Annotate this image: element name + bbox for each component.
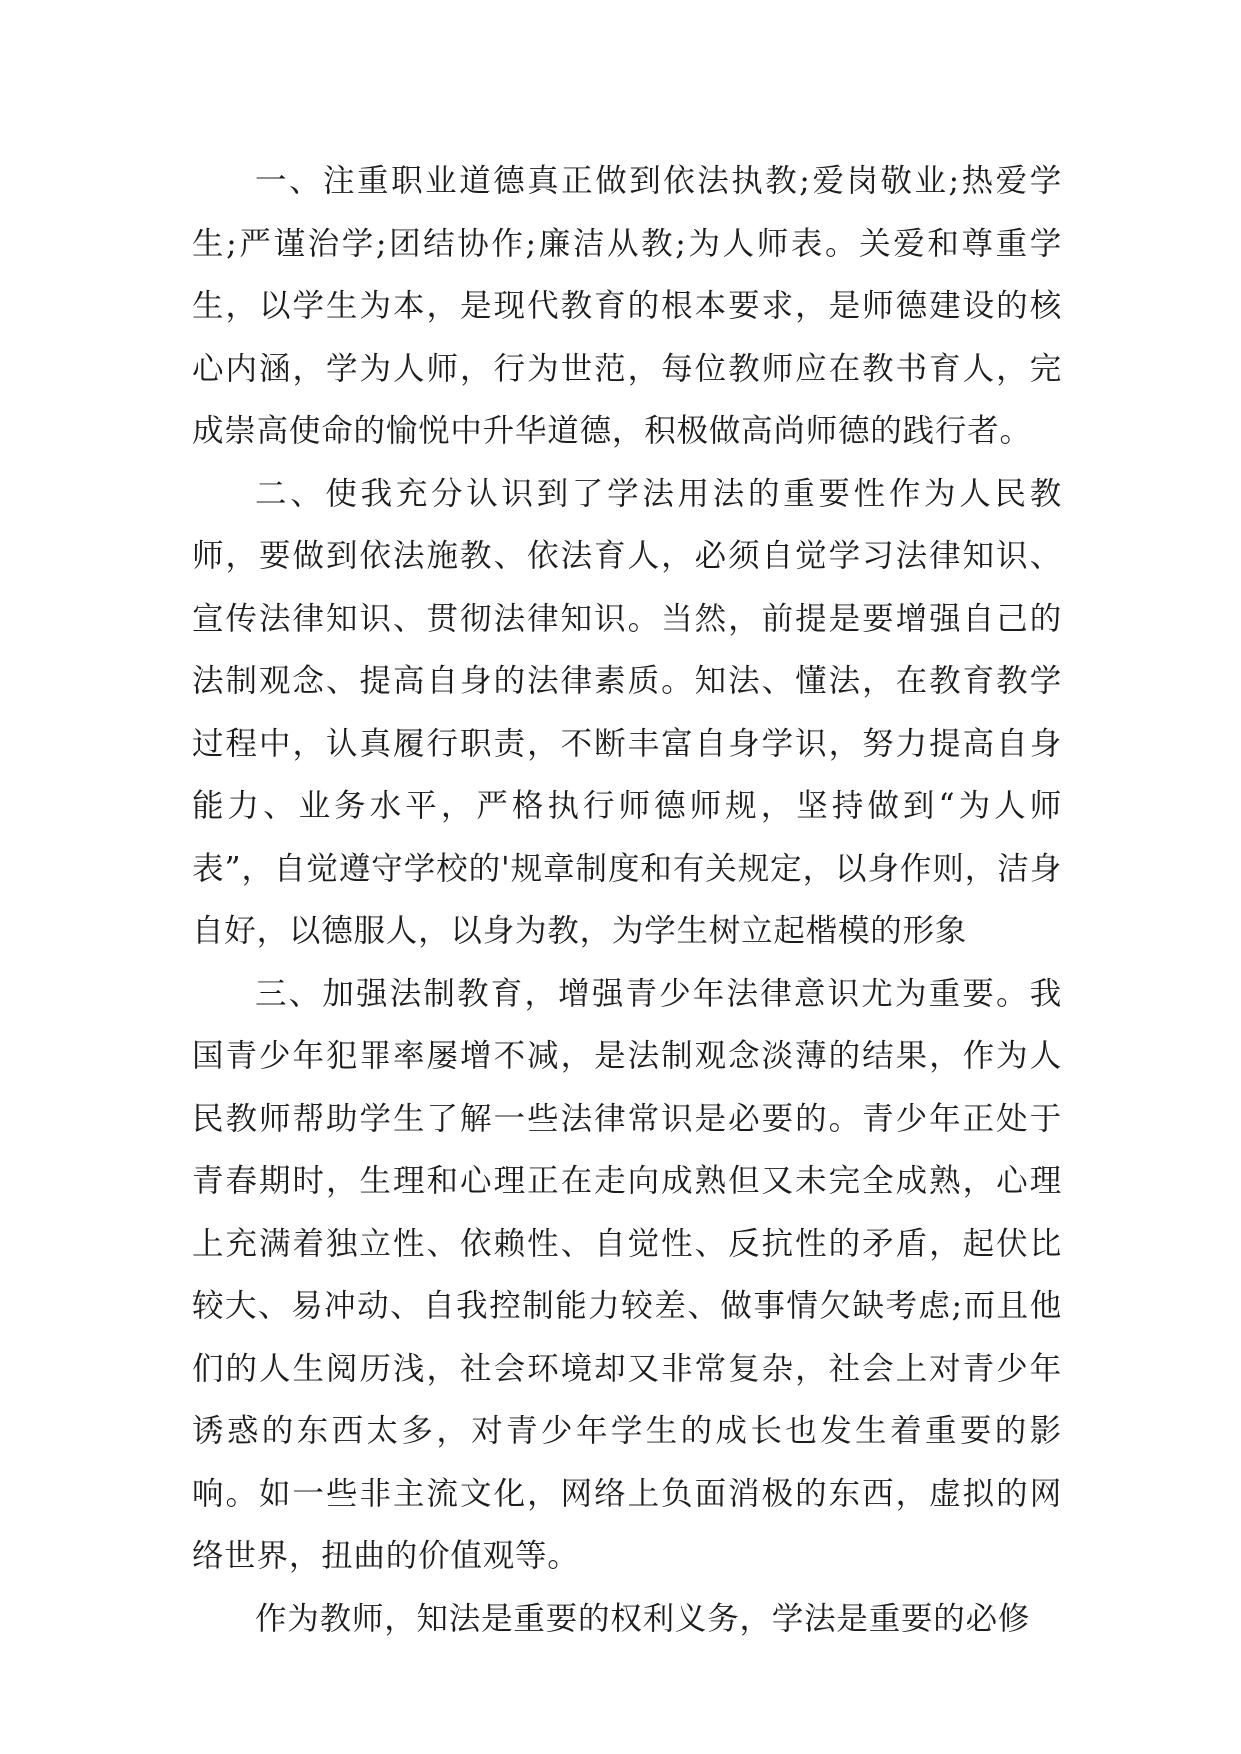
paragraph-2: 二、使我充分认识到了学法用法的重要性作为人民教师，要做到依法施教、依法育人，必须自觉学习法律知识、宣传法律知识、贯彻法律知识。当然，前提是要增强自己的法制观念、提高自身的法律素质。知法、懂法，在教育教学过程中，认真履行职责，不断丰富自身学识，努力提高自身能力、业务水平，严格执行师德师规，坚持做到“为人师表”，自觉遵守学校的'规章制度和有关规定，以身作则，洁身自好，以德服人，以身为教，为学生树立起楷模的形象 — [192, 475, 1062, 949]
document-body — [192, 150, 1062, 1650]
paragraph-4: 作为教师，知法是重要的权利义务，学法是重要的必修 — [255, 1600, 1031, 1637]
paragraph-3: 三、加强法制教育，增强青少年法律意识尤为重要。我国青少年犯罪率屡增不减，是法制观念淡薄的结果，作为人民教师帮助学生了解一些法律常识是必要的。青少年正处于青春期时，生理和心理正在走向成熟但又未完全成熟，心理上充满着独立性、依赖性、自觉性、反抗性的矛盾，起伏比较大、易冲动、自我控制能力较差、做事情欠缺考虑;而且他们的人生阅历浅，社会环境却又非常复杂，社会上对青少年诱惑的东西太多，对青少年学生的成长也发生着重要的影响。如一些非主流文化，网络上负面消极的东西，虚拟的网络世界，扭曲的价值观等。 — [192, 975, 1062, 1574]
paragraph-1: 一、注重职业道德真正做到依法执教;爱岗敬业;热爱学生;严谨治学;团结协作;廉洁从教;为人师表。关爱和尊重学生，以学生为本，是现代教育的根本要求，是师德建设的核心内涵，学为人师，行为世范，每位教师应在教书育人，完成崇高使命的愉悦中升华道德，积极做高尚师德的践行者。 — [192, 163, 1062, 449]
